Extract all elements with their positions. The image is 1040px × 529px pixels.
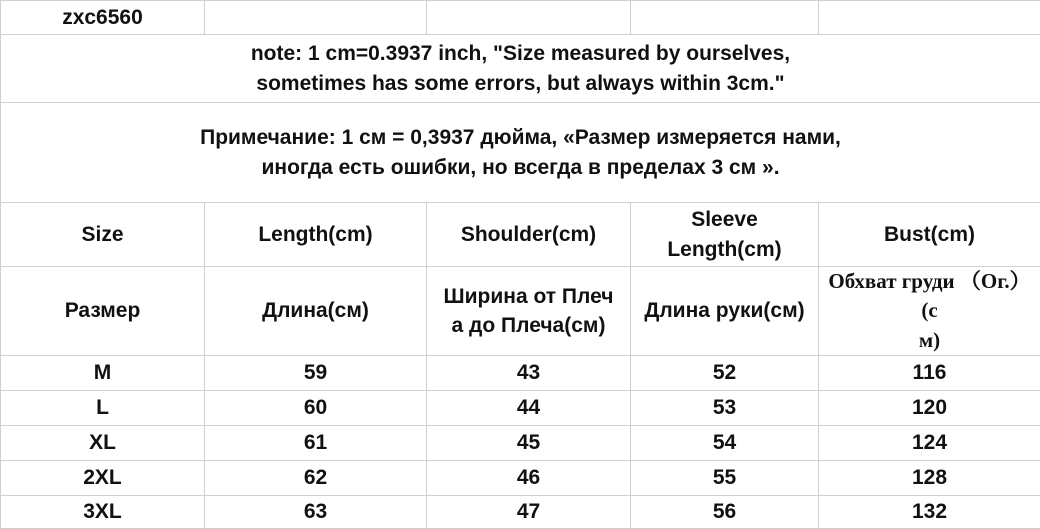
- table-row: [1, 496, 1040, 529]
- header-sleeve-line: Length(cm): [635, 235, 814, 264]
- table-row: [1, 391, 1040, 426]
- note-english: [1, 35, 1040, 103]
- shoulder-value: 43: [427, 356, 631, 391]
- header-ru-shoulder: [427, 267, 631, 356]
- empty-cell: [205, 1, 427, 35]
- length-value: 60: [205, 391, 427, 426]
- shoulder-value: 46: [427, 461, 631, 496]
- empty-cell: [819, 1, 1040, 35]
- header-bust: Bust(cm): [819, 203, 1040, 267]
- bust-value: 120: [819, 391, 1040, 426]
- header-ru-bust-line: Обхват груди （Ог.）(с: [823, 267, 1036, 326]
- size-value: L: [1, 391, 205, 426]
- note-russian: [1, 103, 1040, 203]
- note-ru-line: Примечание: 1 см = 0,3937 дюйма, «Размер измеряется нами,: [5, 123, 1036, 152]
- sleeve-value: 56: [631, 496, 819, 529]
- length-value: 59: [205, 356, 427, 391]
- sleeve-value: 54: [631, 426, 819, 461]
- sleeve-value: 55: [631, 461, 819, 496]
- size-value: M: [1, 356, 205, 391]
- bust-value: 132: [819, 496, 1040, 529]
- empty-cell: [427, 1, 631, 35]
- empty-cell: [631, 1, 819, 35]
- table-row: [1, 461, 1040, 496]
- note-ru-row: [1, 103, 1040, 203]
- note-en-row: [1, 35, 1040, 103]
- note-en-line: sometimes has some errors, but always within 3cm.": [5, 69, 1036, 98]
- bust-value: 128: [819, 461, 1040, 496]
- sleeve-value: 52: [631, 356, 819, 391]
- header-sleeve: [631, 203, 819, 267]
- header-ru-bust: [819, 267, 1040, 356]
- size-value: 2XL: [1, 461, 205, 496]
- header-sleeve-line: Sleeve: [635, 205, 814, 234]
- header-ru-size: Размер: [1, 267, 205, 356]
- table-row: [1, 356, 1040, 391]
- header-ru-length: Длина(см): [205, 267, 427, 356]
- bust-value: 124: [819, 426, 1040, 461]
- note-en-line: note: 1 cm=0.3937 inch, "Size measured by ourselves,: [5, 39, 1036, 68]
- length-value: 63: [205, 496, 427, 529]
- length-value: 62: [205, 461, 427, 496]
- note-ru-line: иногда есть ошибки, но всегда в пределах 3 см ».: [5, 153, 1036, 182]
- header-ru-bust-line: м): [823, 326, 1036, 355]
- header-size: Size: [1, 203, 205, 267]
- length-value: 61: [205, 426, 427, 461]
- table-row: [1, 426, 1040, 461]
- bust-value: 116: [819, 356, 1040, 391]
- shoulder-value: 44: [427, 391, 631, 426]
- header-ru-shoulder-line: Ширина от Плеч: [431, 282, 626, 311]
- header-ru-row: [1, 267, 1040, 356]
- header-en-row: [1, 203, 1040, 267]
- size-value: XL: [1, 426, 205, 461]
- header-ru-shoulder-line: а до Плеча(см): [431, 311, 626, 340]
- shoulder-value: 47: [427, 496, 631, 529]
- header-shoulder: Shoulder(cm): [427, 203, 631, 267]
- size-value: 3XL: [1, 496, 205, 529]
- code-row: [1, 1, 1040, 35]
- header-ru-sleeve: Длина руки(см): [631, 267, 819, 356]
- product-code: zxc6560: [1, 1, 205, 35]
- header-length: Length(cm): [205, 203, 427, 267]
- shoulder-value: 45: [427, 426, 631, 461]
- sleeve-value: 53: [631, 391, 819, 426]
